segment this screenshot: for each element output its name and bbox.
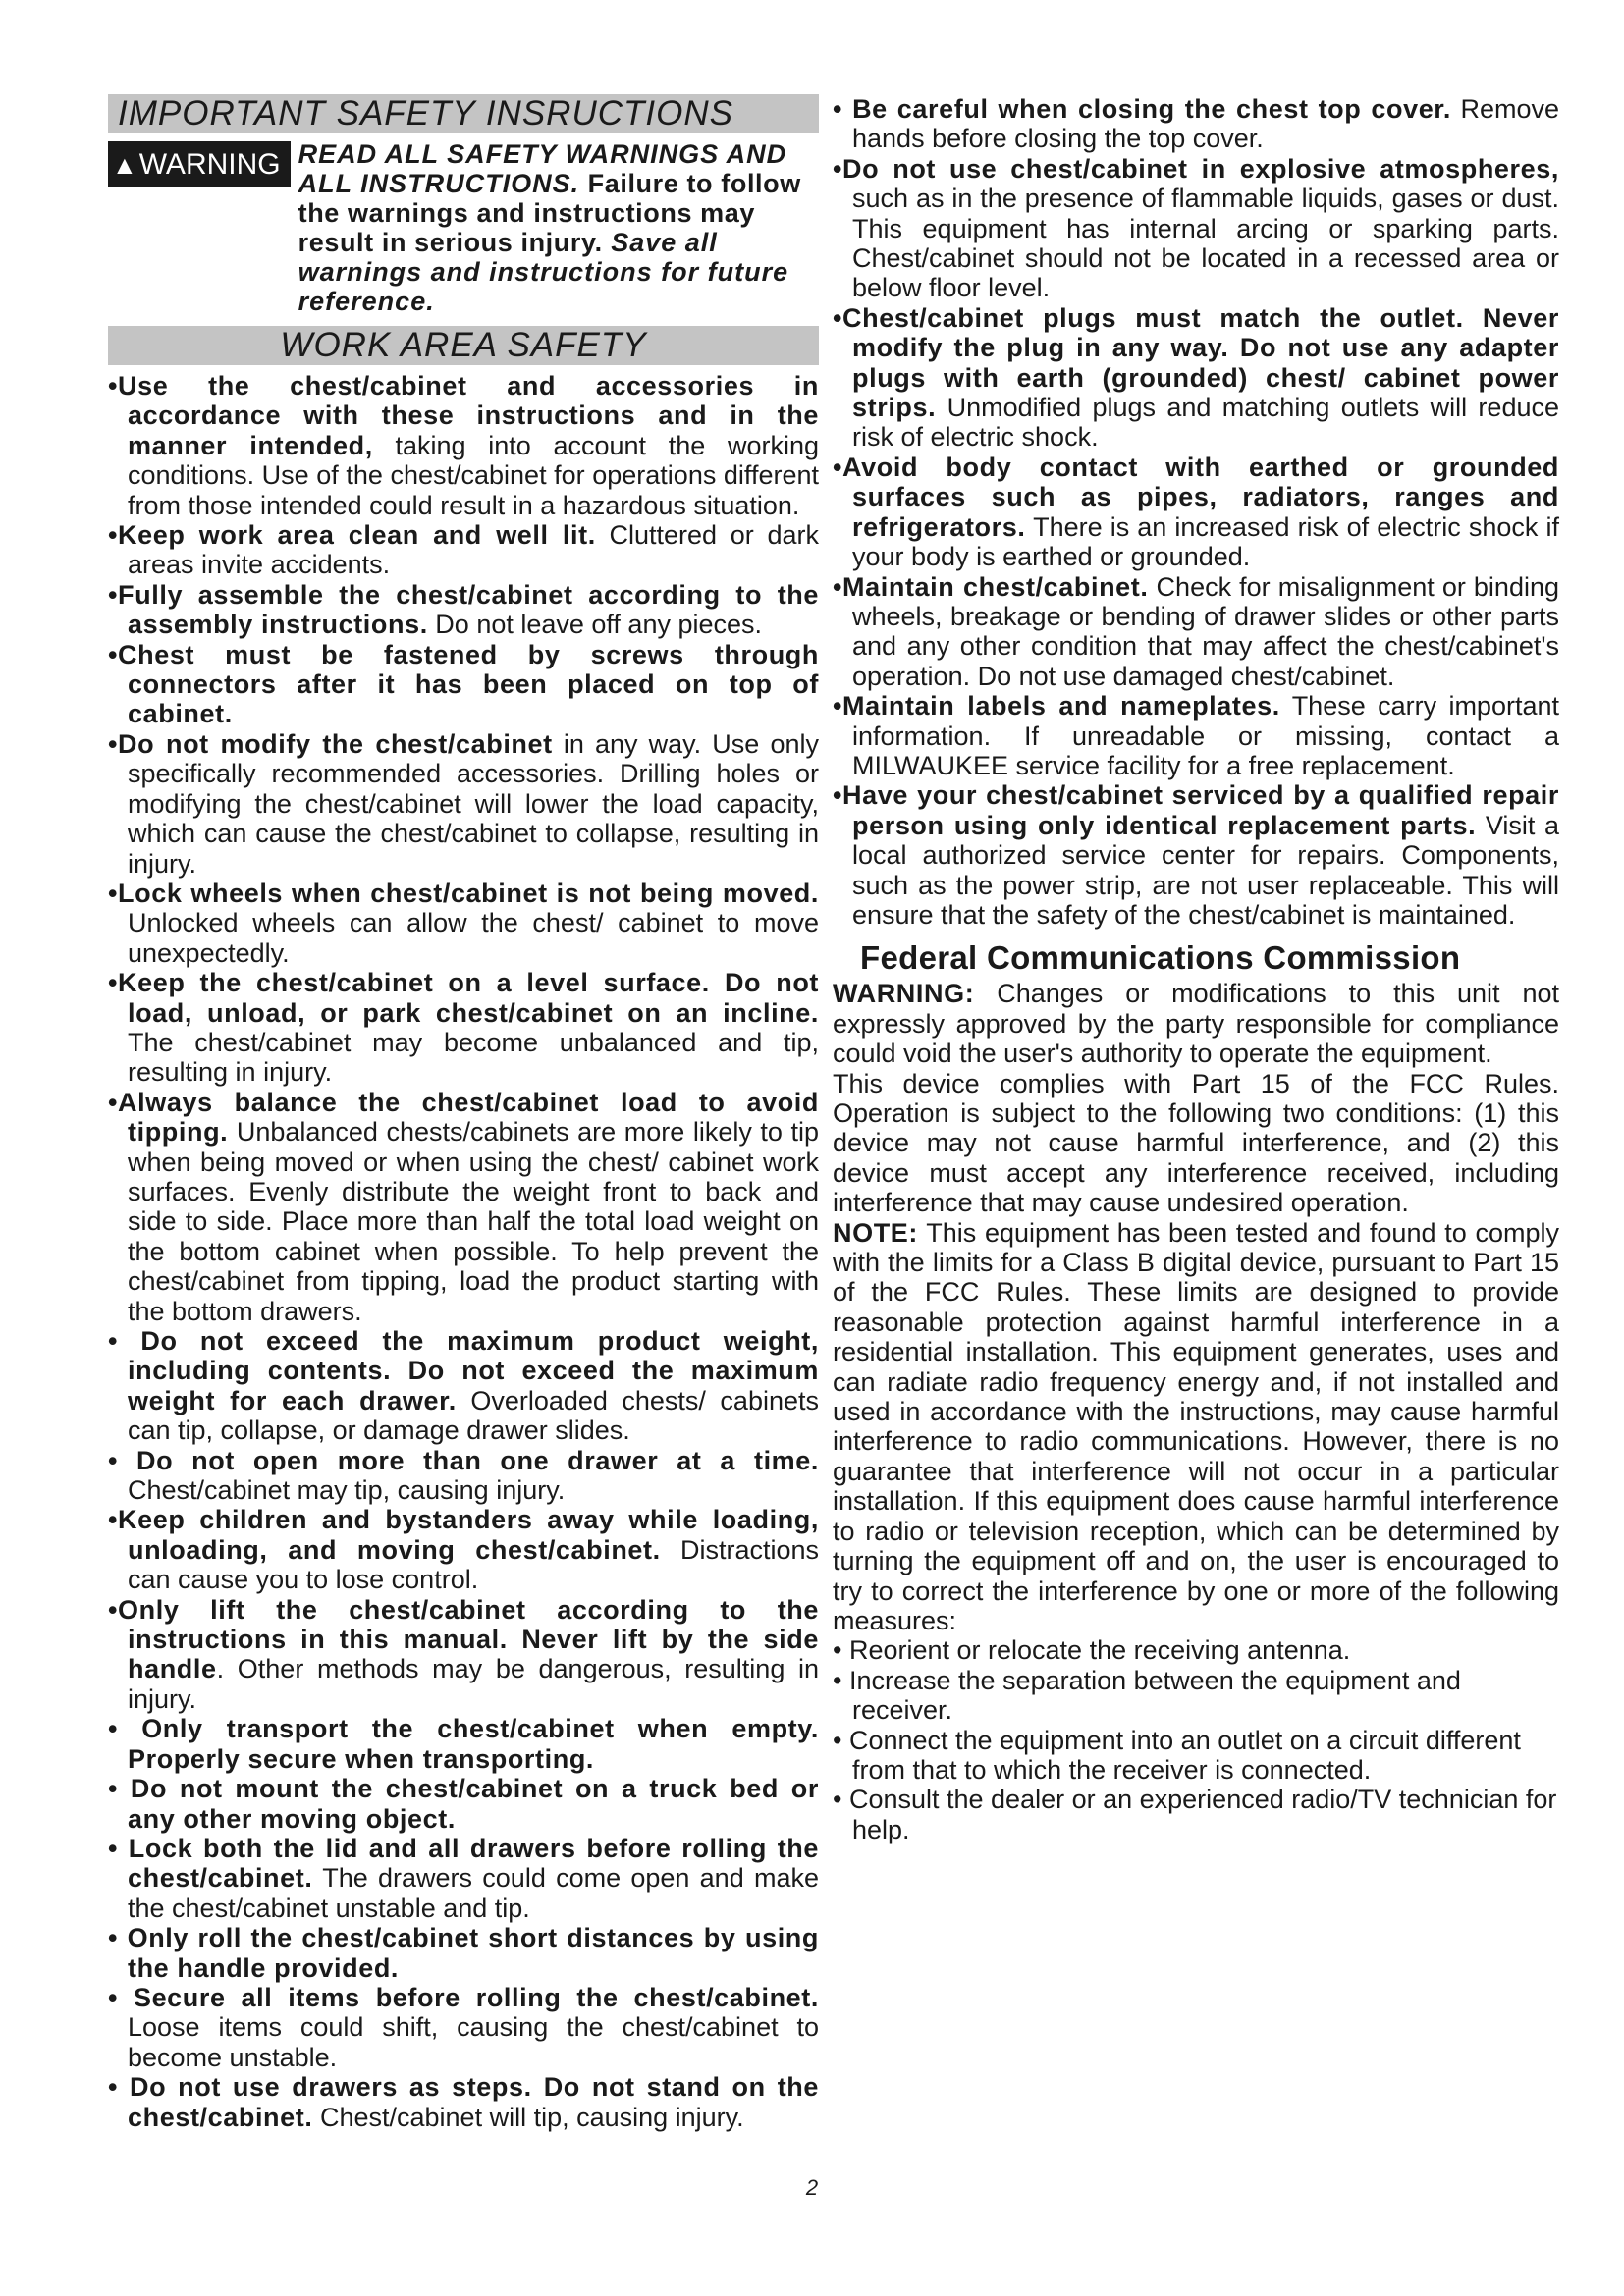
fcc-measure-item: • Consult the dealer or an experienced radio/TV technician for help. — [833, 1785, 1557, 1844]
safety-item: •Only lift the chest/cabinet according to the instructions in this manual. Never lift by the side handle. Other methods may be dangerous, resulting in injury. — [108, 1594, 819, 1714]
warning-text-1: Failure to follow the warnings and instructions may result in serious injury. — [298, 169, 801, 257]
safety-item: •Do not use chest/cabinet in explosive atmospheres, such as in the presence of flammable liquids, gases or dust. This equipment has internal arcing or sparking parts. Chest/cabinet should not be located in a recessed area or below floor level. — [833, 153, 1559, 303]
safety-item: •Lock wheels when chest/cabinet is not being moved. Unlocked wheels can allow the chest/ cabinet to move unexpectedly. — [108, 878, 819, 968]
safety-item: • Only roll the chest/cabinet short distances by using the handle provided. — [108, 1923, 819, 1983]
warning-badge — [108, 141, 291, 187]
fcc-title: Federal Communications Commission — [860, 939, 1461, 977]
fcc-measure-item: • Connect the equipment into an outlet on a circuit different from that to which the receiver is connected. — [833, 1725, 1521, 1785]
fcc-measure-item: • Increase the separation between the equipment and receiver. — [833, 1665, 1461, 1726]
warning-heading: READ ALL SAFETY WARNINGS AND ALL INSTRUCTIONS. Failure to follow the warnings and instructions may result in serious injury. Save all warnings and instructions for future reference. — [298, 139, 801, 316]
important-safety-header: IMPORTANT SAFETY INSRUCTIONS — [108, 94, 819, 133]
safety-item: • Do not open more than one drawer at a time. Chest/cabinet may tip, causing injury. — [108, 1445, 819, 1506]
fcc-measure-item: • Reorient or relocate the receiving antenna. — [833, 1635, 1351, 1666]
safety-item: • Only transport the chest/cabinet when empty. Properly secure when transporting. — [108, 1714, 819, 1774]
page-number: 2 — [805, 2175, 819, 2200]
safety-item: •Fully assemble the chest/cabinet according to the assembly instructions. Do not leave off any pieces. — [108, 579, 819, 640]
safety-item: •Avoid body contact with earthed or grounded surfaces such as pipes, radiators, ranges and refrigerators. There is an increased risk of electric shock if your body is earthed or grounded. — [833, 452, 1559, 572]
safety-item: • Do not exceed the maximum product weight, including contents. Do not exceed the maximum weight for each drawer. Overloaded chests/ cabinets can tip, collapse, or damage drawer slides. — [108, 1326, 819, 1446]
work-area-safety-list — [108, 371, 819, 2132]
safety-item: • Do not mount the chest/cabinet on a truck bed or any other moving object. — [108, 1774, 819, 1834]
safety-item: •Keep work area clean and well lit. Cluttered or dark areas invite accidents. — [108, 520, 819, 580]
safety-item: •Maintain labels and nameplates. These carry important information. If unreadable or missing, contact a MILWAUKEE service facility for a free replacement. — [833, 691, 1559, 780]
safety-item: • Lock both the lid and all drawers before rolling the chest/cabinet. The drawers could come open and make the chest/cabinet unstable and tip. — [108, 1833, 819, 1923]
fcc-measures-list — [833, 1635, 1559, 1844]
safety-item: •Chest/cabinet plugs must match the outlet. Never modify the plug in any way. Do not use any adapter plugs with earth (grounded) chest/ cabinet power strips. Unmodified plugs and matching outlets will reduce risk of electric shock. — [833, 302, 1559, 453]
warning-triangle-icon: ▲ — [112, 150, 137, 180]
warning-block — [108, 139, 819, 316]
safety-item: • Be careful when closing the chest top cover. Remove hands before closing the top cover. — [833, 94, 1559, 154]
fcc-warning: WARNING: Changes or modifications to this unit not expressly approved by the party responsible for compliance could void the user's authority to operate the equipment. — [833, 979, 1559, 1069]
safety-item: • Secure all items before rolling the chest/cabinet. Loose items could shift, causing the chest/cabinet to become unstable. — [108, 1982, 819, 2072]
safety-item: •Chest must be fastened by screws through connectors after it has been placed on top of cabinet. — [108, 639, 819, 729]
safety-item: •Keep the chest/cabinet on a level surface. Do not load, unload, or park chest/cabinet on an incline. The chest/cabinet may become unbalanced and tip, resulting in injury. — [108, 968, 819, 1088]
safety-item: • Do not use drawers as steps. Do not stand on the chest/cabinet. Chest/cabinet will tip, causing injury. — [108, 2072, 819, 2132]
left-column — [108, 94, 819, 2132]
safety-item: •Always balance the chest/cabinet load to avoid tipping. Unbalanced chests/cabinets are more likely to tip when being moved or when using the chest/ cabinet work surfaces. Evenly distribute the weight front to back and side to side. Place more than half the total load weight on the bottom cabinet when possible. To help prevent the chest/cabinet from tipping, load the product starting with the bottom drawers. — [108, 1087, 819, 1326]
safety-list-continued — [833, 94, 1559, 930]
warning-text-2: Save all warnings and instructions for future reference. — [298, 228, 789, 316]
fcc-note: NOTE: This equipment has been tested and found to comply with the limits for a Class B digital device, pursuant to Part 15 of the FCC Rules. These limits are designed to provide reasonable protection against harmful interference in a residential installation. This equipment generates, uses and can radiate radio frequency energy and, if not installed and used in accordance with the instructions, may cause harmful interference to radio communications. However, there is no guarantee that interference will not occur in a particular installation. If this equipment does cause harmful interference to radio or television reception, which can be determined by turning the equipment off and on, the user is encouraged to try to correct the interference by one or more of the following measures: — [833, 1217, 1559, 1635]
safety-item: •Have your chest/cabinet serviced by a qualified repair person using only identical replacement parts. Visit a local authorized service center for repairs. Components, such as the power strip, are not user replaceable. This will ensure that the safety of the chest/cabinet is maintained. — [833, 780, 1559, 930]
safety-item: •Do not modify the chest/cabinet in any way. Use only specifically recommended accessories. Drilling holes or modifying the chest/cabinet will lower the load capacity, which can cause the chest/cabinet to collapse, resulting in injury. — [108, 728, 819, 879]
warning-badge-label: WARNING — [138, 148, 281, 181]
work-area-safety-header: WORK AREA SAFETY — [108, 326, 819, 365]
safety-item: •Use the chest/cabinet and accessories in accordance with these instructions and in the manner intended, taking into account the working conditions. Use of the chest/cabinet for operations different from those intended could result in a hazardous situation. — [108, 371, 819, 520]
safety-item: •Maintain chest/cabinet. Check for misalignment or binding wheels, breakage or bending of drawer slides or other parts and any other condition that may affect the chest/cabinet's operation. Do not use damaged chest/cabinet. — [833, 571, 1559, 691]
right-column — [833, 94, 1559, 1844]
fcc-compliance-paragraph: This device complies with Part 15 of the FCC Rules. Operation is subject to the following two conditions: (1) this device may not cause harmful interference, and (2) this device must accept any interference received, including interference that may cause undesired operation. — [833, 1068, 1559, 1218]
safety-item: •Keep children and bystanders away while loading, unloading, and moving chest/cabinet. Distractions can cause you to lose control. — [108, 1505, 819, 1595]
